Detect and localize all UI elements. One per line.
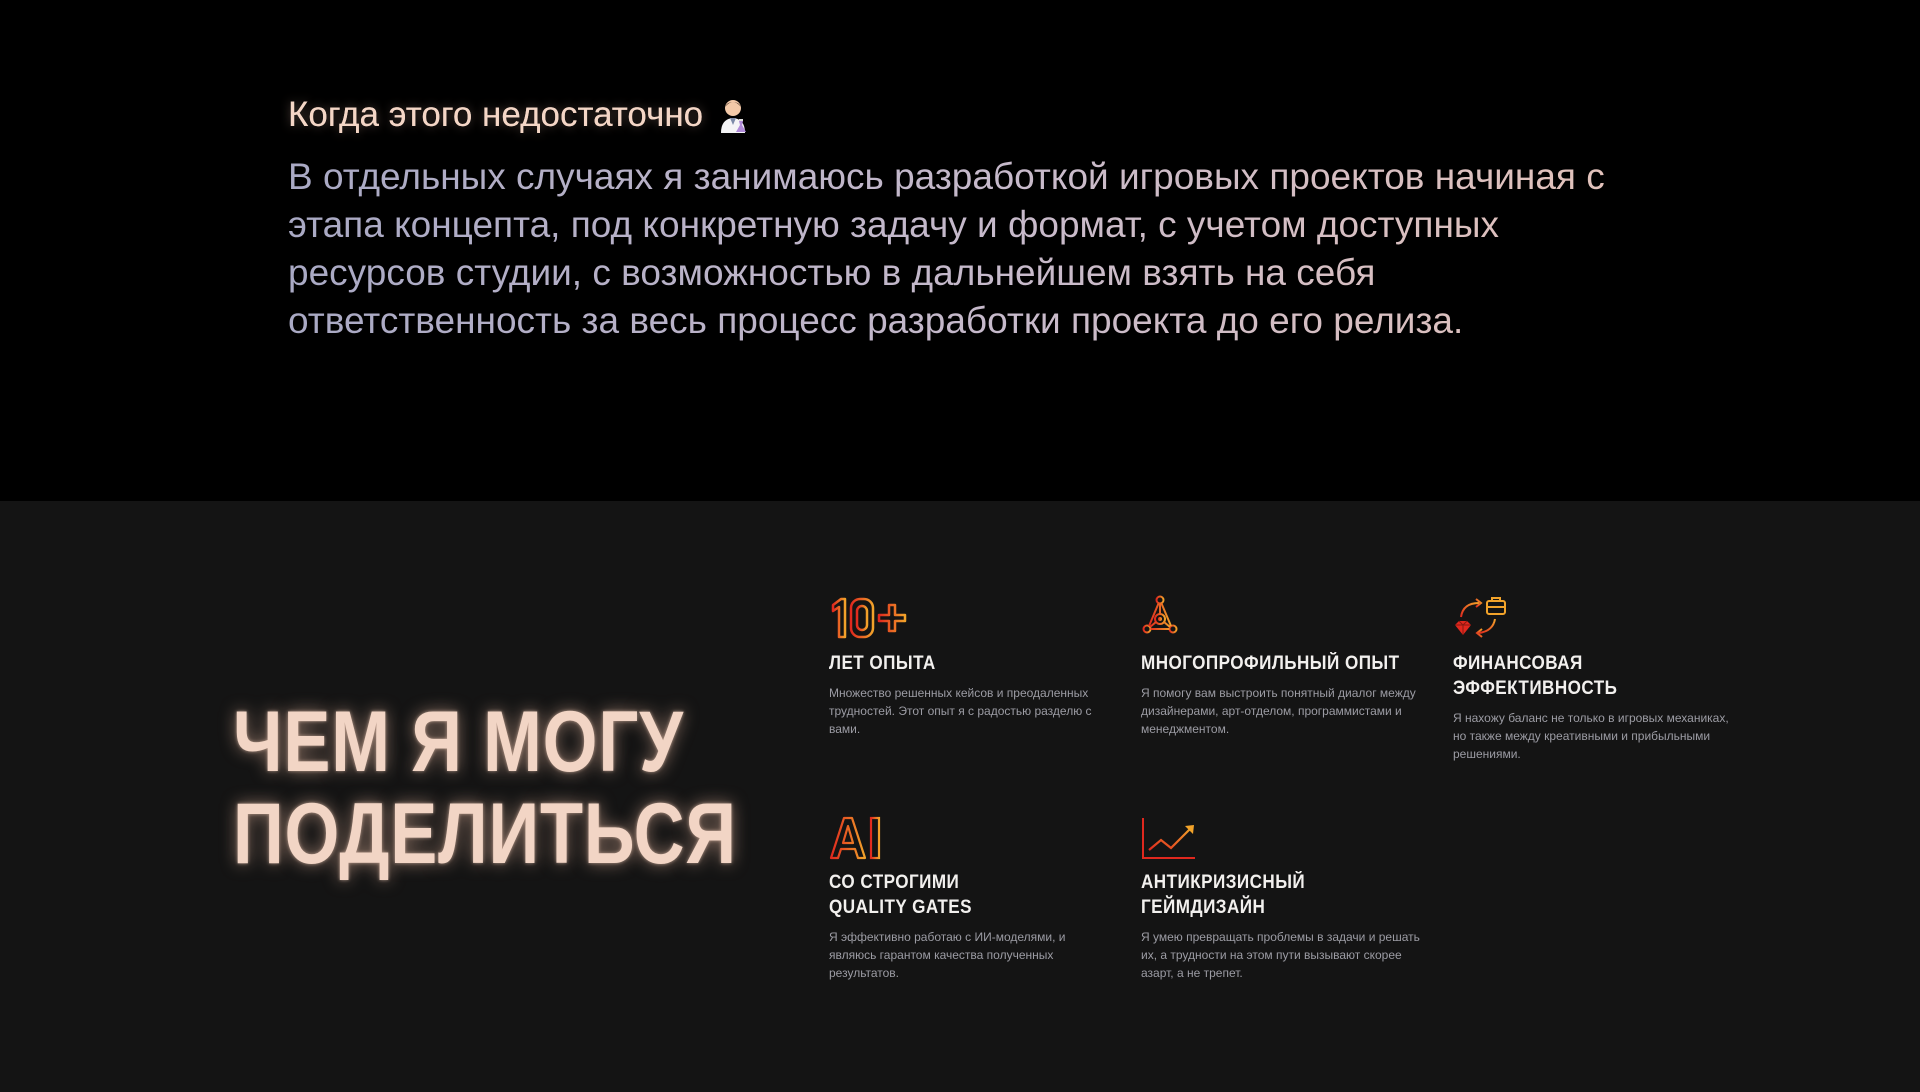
feature-anticrisis	[1141, 814, 1431, 982]
ten-plus-icon	[829, 595, 921, 645]
intro-body: В отдельных случаях я занимаюсь разработкой игровых проектов начиная с этапа концепта, под конкретную задачу и формат, с учетом доступных ресурсов студии, с возможностью в дальнейшем взять на себя ответственность за весь процесс разработки проекта до его релиза.	[288, 153, 1608, 345]
feature-experience-years	[829, 595, 1119, 738]
feature-title: АНТИКРИЗИСНЫЙ ГЕЙМДИЗАЙН	[1141, 872, 1306, 918]
feature-desc: Множество решенных кейсов и преодаленных трудностей. Этот опыт я с радостью разделю с вами.	[829, 686, 1092, 736]
share-heading-line2: ПОДЕЛИТЬСЯ	[233, 786, 737, 882]
scientist-emoji-icon	[713, 95, 753, 135]
feature-financial	[1453, 595, 1743, 763]
share-heading	[233, 696, 737, 880]
feature-title: ЛЕТ ОПЫТА	[829, 653, 936, 674]
share-heading-line1: ЧЕМ Я МОГУ	[233, 694, 684, 790]
feature-title: МНОГОПРОФИЛЬНЫЙ ОПЫТ	[1141, 653, 1400, 674]
exchange-icon	[1453, 595, 1509, 645]
feature-ai-quality	[829, 814, 1119, 982]
share-section	[0, 501, 1920, 1092]
ai-icon	[829, 814, 889, 864]
feature-title: СО СТРОГИМИ QUALITY GATES	[829, 872, 972, 918]
feature-title: ФИНАНСОВАЯ ЭФФЕКТИВНОСТЬ	[1453, 653, 1618, 699]
network-nodes-icon	[1141, 595, 1191, 645]
growth-chart-icon	[1141, 814, 1201, 864]
intro-title	[288, 94, 753, 136]
feature-desc: Я помогу вам выстроить понятный диалог между дизайнерами, арт-отделом, программистами и менеджментом.	[1141, 686, 1416, 736]
intro-title-text: Когда этого недостаточно	[288, 95, 704, 134]
feature-desc: Я нахожу баланс не только в игровых механиках, но также между креативными и прибыльными решениями.	[1453, 711, 1729, 761]
feature-desc: Я эффективно работаю с ИИ-моделями, и являюсь гарантом качества полученных результатов.	[829, 930, 1066, 980]
feature-desc: Я умею превращать проблемы в задачи и решать их, а трудности на этом пути вызывают скорее азарт, а не трепет.	[1141, 930, 1420, 980]
intro-section	[0, 0, 1920, 501]
feature-multiprofile	[1141, 595, 1431, 738]
